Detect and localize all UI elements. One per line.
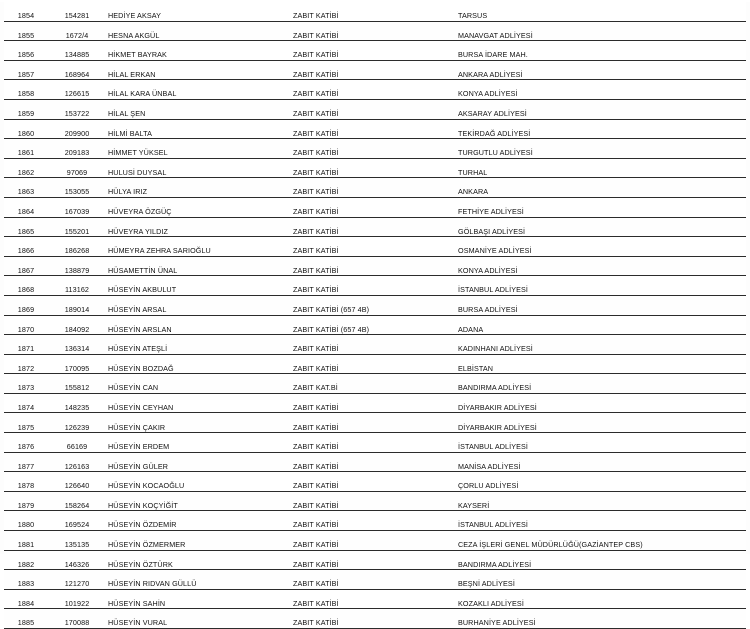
table-row — [4, 393, 746, 413]
table-row — [4, 315, 746, 335]
cell-ad-soyad: HİKMET BAYRAK — [106, 41, 291, 61]
cell-gorev-yeri: TURHAL — [456, 158, 746, 178]
cell-gorev-yeri: KONYA ADLİYESİ — [456, 80, 746, 100]
cell-gorev-yeri: İSTANBUL ADLİYESİ — [456, 433, 746, 453]
cell-unvan: ZABIT KATİBİ — [291, 354, 456, 374]
table-row — [4, 41, 746, 61]
cell-gorev-yeri: BANDIRMA ADLİYESİ — [456, 374, 746, 394]
cell-unvan: ZABIT KATİBİ — [291, 531, 456, 551]
table-row — [4, 158, 746, 178]
cell-sicil: 1672/4 — [48, 21, 106, 41]
cell-no: 1881 — [4, 531, 48, 551]
cell-no: 1879 — [4, 491, 48, 511]
cell-ad-soyad: HÜVEYRA ÖZGÜÇ — [106, 197, 291, 217]
cell-ad-soyad: HEDİYE AKSAY — [106, 2, 291, 21]
table-row — [4, 119, 746, 139]
table-row — [4, 452, 746, 472]
cell-ad-soyad: HÜSEYİN KOCAOĞLU — [106, 472, 291, 492]
cell-gorev-yeri: BEŞNİ ADLİYESİ — [456, 570, 746, 590]
cell-no: 1854 — [4, 2, 48, 21]
table-row — [4, 550, 746, 570]
cell-no: 1871 — [4, 335, 48, 355]
cell-sicil: 153722 — [48, 99, 106, 119]
table-row — [4, 139, 746, 159]
cell-ad-soyad: HÜSEYİN BOZDAĞ — [106, 354, 291, 374]
table-row — [4, 99, 746, 119]
cell-sicil: 158264 — [48, 491, 106, 511]
table-row — [4, 531, 746, 551]
cell-gorev-yeri: KADINHANI ADLİYESİ — [456, 335, 746, 355]
cell-ad-soyad: HÜSEYİN ÖZTÜRK — [106, 550, 291, 570]
table-row — [4, 197, 746, 217]
cell-ad-soyad: HÜSAMETTİN ÜNAL — [106, 256, 291, 276]
table-row — [4, 511, 746, 531]
table-row — [4, 472, 746, 492]
cell-ad-soyad: HÜSEYİN ÇAKIR — [106, 413, 291, 433]
cell-unvan: ZABIT KATİBİ — [291, 2, 456, 21]
cell-sicil: 148235 — [48, 393, 106, 413]
cell-sicil: 154281 — [48, 2, 106, 21]
cell-unvan: ZABIT KATİBİ (657 4B) — [291, 315, 456, 335]
cell-unvan: ZABIT KATİBİ — [291, 433, 456, 453]
cell-no: 1870 — [4, 315, 48, 335]
cell-no: 1880 — [4, 511, 48, 531]
cell-sicil: 126615 — [48, 80, 106, 100]
cell-ad-soyad: HÜVEYRA YILDIZ — [106, 217, 291, 237]
cell-unvan: ZABIT KATİBİ — [291, 452, 456, 472]
table-row — [4, 217, 746, 237]
cell-no: 1864 — [4, 197, 48, 217]
table-row — [4, 609, 746, 629]
cell-gorev-yeri: TEKİRDAĞ ADLİYESİ — [456, 119, 746, 139]
cell-gorev-yeri: İSTANBUL ADLİYESİ — [456, 276, 746, 296]
cell-gorev-yeri: FETHİYE ADLİYESİ — [456, 197, 746, 217]
cell-unvan: ZABIT KATİBİ — [291, 119, 456, 139]
cell-gorev-yeri: KONYA ADLİYESİ — [456, 256, 746, 276]
cell-gorev-yeri: MANAVGAT ADLİYESİ — [456, 21, 746, 41]
cell-unvan: ZABIT KATİBİ — [291, 589, 456, 609]
cell-sicil: 136314 — [48, 335, 106, 355]
cell-unvan: ZABIT KATİBİ — [291, 60, 456, 80]
cell-ad-soyad: HÜSEYİN ERDEM — [106, 433, 291, 453]
table-row — [4, 413, 746, 433]
cell-gorev-yeri: ANKARA — [456, 178, 746, 198]
cell-unvan: ZABIT KATİBİ — [291, 178, 456, 198]
cell-sicil: 209183 — [48, 139, 106, 159]
cell-unvan: ZABIT KATİBİ (657 4B) — [291, 295, 456, 315]
table-row — [4, 295, 746, 315]
cell-no: 1877 — [4, 452, 48, 472]
table-row — [4, 276, 746, 296]
cell-ad-soyad: HESNA AKGÜL — [106, 21, 291, 41]
cell-gorev-yeri: TARSUS — [456, 2, 746, 21]
table-row — [4, 491, 746, 511]
cell-ad-soyad: HULUSİ DUYSAL — [106, 158, 291, 178]
cell-unvan: ZABIT KATİBİ — [291, 491, 456, 511]
cell-no: 1860 — [4, 119, 48, 139]
table-row — [4, 570, 746, 590]
cell-sicil: 113162 — [48, 276, 106, 296]
cell-sicil: 66169 — [48, 433, 106, 453]
cell-unvan: ZABIT KATİBİ — [291, 550, 456, 570]
table-row — [4, 256, 746, 276]
cell-unvan: ZABIT KATİBİ — [291, 256, 456, 276]
cell-gorev-yeri: AKSARAY ADLİYESİ — [456, 99, 746, 119]
cell-ad-soyad: HİMMET YÜKSEL — [106, 139, 291, 159]
cell-ad-soyad: HİLAL ERKAN — [106, 60, 291, 80]
table-row — [4, 433, 746, 453]
cell-gorev-yeri: BURHANİYE ADLİYESİ — [456, 609, 746, 629]
cell-gorev-yeri: ELBİSTAN — [456, 354, 746, 374]
cell-sicil: 184092 — [48, 315, 106, 335]
cell-sicil: 155812 — [48, 374, 106, 394]
cell-unvan: ZABIT KATİBİ — [291, 276, 456, 296]
cell-no: 1862 — [4, 158, 48, 178]
cell-ad-soyad: HÜSEYİN ARSAL — [106, 295, 291, 315]
cell-ad-soyad: HÜSEYİN GÜLER — [106, 452, 291, 472]
cell-gorev-yeri: ANKARA ADLİYESİ — [456, 60, 746, 80]
cell-gorev-yeri: ADANA — [456, 315, 746, 335]
cell-sicil: 126239 — [48, 413, 106, 433]
cell-unvan: ZABIT KATİBİ — [291, 413, 456, 433]
cell-unvan: ZABIT KATİBİ — [291, 217, 456, 237]
cell-sicil: 170088 — [48, 609, 106, 629]
cell-ad-soyad: HÜSEYİN CEYHAN — [106, 393, 291, 413]
cell-no: 1878 — [4, 472, 48, 492]
cell-gorev-yeri: BURSA ADLİYESİ — [456, 295, 746, 315]
cell-unvan: ZABIT KATİBİ — [291, 237, 456, 257]
cell-no: 1865 — [4, 217, 48, 237]
cell-gorev-yeri: TURGUTLU ADLİYESİ — [456, 139, 746, 159]
cell-gorev-yeri: CEZA İŞLERİ GENEL MÜDÜRLÜĞÜ(GAZİANTEP CBS) — [456, 531, 746, 551]
cell-gorev-yeri: BURSA İDARE MAH. — [456, 41, 746, 61]
cell-unvan: ZABIT KATİBİ — [291, 472, 456, 492]
cell-ad-soyad: HÜSEYİN ATEŞLİ — [106, 335, 291, 355]
cell-no: 1872 — [4, 354, 48, 374]
cell-sicil: 167039 — [48, 197, 106, 217]
cell-ad-soyad: HÜSEYİN SAHİN — [106, 589, 291, 609]
cell-no: 1885 — [4, 609, 48, 629]
cell-no: 1858 — [4, 80, 48, 100]
cell-no: 1867 — [4, 256, 48, 276]
cell-ad-soyad: HÜMEYRA ZEHRA SARIOĞLU — [106, 237, 291, 257]
cell-unvan: ZABIT KATİBİ — [291, 80, 456, 100]
cell-gorev-yeri: ÇORLU ADLİYESİ — [456, 472, 746, 492]
table-row — [4, 335, 746, 355]
cell-no: 1875 — [4, 413, 48, 433]
cell-sicil: 170095 — [48, 354, 106, 374]
cell-sicil: 153055 — [48, 178, 106, 198]
table-row — [4, 589, 746, 609]
cell-gorev-yeri: DİYARBAKIR ADLİYESİ — [456, 413, 746, 433]
cell-ad-soyad: HÜSEYİN ÖZMERMER — [106, 531, 291, 551]
cell-ad-soyad: HÜSEYİN AKBULUT — [106, 276, 291, 296]
cell-sicil: 186268 — [48, 237, 106, 257]
cell-sicil: 126640 — [48, 472, 106, 492]
cell-ad-soyad: HÜSEYİN ÖZDEMİR — [106, 511, 291, 531]
cell-unvan: ZABIT KATİBİ — [291, 197, 456, 217]
cell-no: 1859 — [4, 99, 48, 119]
cell-unvan: ZABIT KATİBİ — [291, 511, 456, 531]
cell-no: 1882 — [4, 550, 48, 570]
cell-gorev-yeri: MANİSA ADLİYESİ — [456, 452, 746, 472]
table-body — [4, 2, 746, 629]
cell-sicil: 135135 — [48, 531, 106, 551]
cell-no: 1868 — [4, 276, 48, 296]
table-row — [4, 374, 746, 394]
table-row — [4, 237, 746, 257]
cell-unvan: ZABIT KATİBİ — [291, 393, 456, 413]
cell-sicil: 209900 — [48, 119, 106, 139]
cell-no: 1876 — [4, 433, 48, 453]
cell-no: 1874 — [4, 393, 48, 413]
cell-gorev-yeri: OSMANİYE ADLİYESİ — [456, 237, 746, 257]
cell-sicil: 168964 — [48, 60, 106, 80]
cell-sicil: 189014 — [48, 295, 106, 315]
cell-sicil: 121270 — [48, 570, 106, 590]
cell-no: 1884 — [4, 589, 48, 609]
cell-ad-soyad: HİLMİ BALTA — [106, 119, 291, 139]
table-row — [4, 21, 746, 41]
cell-sicil: 126163 — [48, 452, 106, 472]
cell-no: 1855 — [4, 21, 48, 41]
cell-gorev-yeri: BANDIRMA ADLİYESİ — [456, 550, 746, 570]
cell-sicil: 155201 — [48, 217, 106, 237]
cell-no: 1856 — [4, 41, 48, 61]
cell-ad-soyad: HÜSEYİN ARSLAN — [106, 315, 291, 335]
cell-no: 1873 — [4, 374, 48, 394]
personnel-table — [4, 2, 746, 629]
cell-no: 1869 — [4, 295, 48, 315]
cell-ad-soyad: HÜSEYİN RIDVAN GÜLLÜ — [106, 570, 291, 590]
cell-ad-soyad: HÜLYA IRIZ — [106, 178, 291, 198]
cell-unvan: ZABIT KATİBİ — [291, 570, 456, 590]
cell-no: 1857 — [4, 60, 48, 80]
cell-ad-soyad: HİLAL ŞEN — [106, 99, 291, 119]
table-row — [4, 80, 746, 100]
cell-unvan: ZABIT KAT.Bİ — [291, 374, 456, 394]
cell-ad-soyad: HÜSEYİN CAN — [106, 374, 291, 394]
cell-sicil: 101922 — [48, 589, 106, 609]
cell-unvan: ZABIT KATİBİ — [291, 335, 456, 355]
cell-sicil: 146326 — [48, 550, 106, 570]
cell-ad-soyad: HÜSEYİN KOÇYİĞİT — [106, 491, 291, 511]
cell-unvan: ZABIT KATİBİ — [291, 139, 456, 159]
cell-unvan: ZABIT KATİBİ — [291, 41, 456, 61]
cell-sicil: 138879 — [48, 256, 106, 276]
table-row — [4, 354, 746, 374]
cell-no: 1863 — [4, 178, 48, 198]
cell-unvan: ZABIT KATİBİ — [291, 609, 456, 629]
cell-no: 1883 — [4, 570, 48, 590]
cell-gorev-yeri: KOZAKLI ADLİYESİ — [456, 589, 746, 609]
cell-unvan: ZABIT KATİBİ — [291, 21, 456, 41]
cell-gorev-yeri: GÖLBAŞI ADLİYESİ — [456, 217, 746, 237]
cell-sicil: 134885 — [48, 41, 106, 61]
cell-sicil: 97069 — [48, 158, 106, 178]
cell-ad-soyad: HÜSEYİN VURAL — [106, 609, 291, 629]
cell-sicil: 169524 — [48, 511, 106, 531]
cell-unvan: ZABIT KATİBİ — [291, 99, 456, 119]
table-row — [4, 60, 746, 80]
table-row — [4, 178, 746, 198]
cell-gorev-yeri: DİYARBAKIR ADLİYESİ — [456, 393, 746, 413]
table-row — [4, 2, 746, 21]
scanned-page — [0, 2, 750, 628]
cell-ad-soyad: HİLAL KARA ÜNBAL — [106, 80, 291, 100]
cell-gorev-yeri: KAYSERİ — [456, 491, 746, 511]
cell-no: 1861 — [4, 139, 48, 159]
cell-gorev-yeri: İSTANBUL ADLİYESİ — [456, 511, 746, 531]
cell-unvan: ZABIT KATİBİ — [291, 158, 456, 178]
cell-no: 1866 — [4, 237, 48, 257]
